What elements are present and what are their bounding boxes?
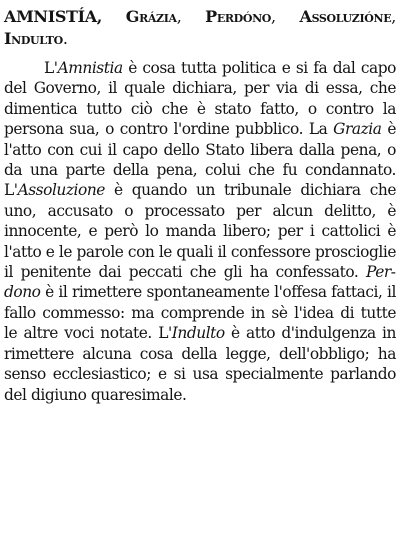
defined-term: Assoluzione (17, 181, 105, 200)
body-text: è cosa tutta politica e si fa dal capo del Governo, il quale dichiara, per via di essa, che dimentica tutto ciò che è stato fatto, o contro la persona sua, o contro l'ordine pubblico. La (4, 59, 396, 139)
body-text: è l'atto con cui il capo dello Stato libera dalla pena, o da una parte della pena, colui che fu condannato. L' (4, 120, 396, 200)
body-text: è atto d'indulgenza in rimettere alcuna cosa della legge, dell'obbligo; ha senso ecclesiastico; e si usa specialmente parlando del digiuno quaresimale. (4, 324, 396, 404)
headword-synonym: Indulto (4, 29, 63, 48)
headword-synonym: Assoluzióne (299, 7, 392, 26)
headword-amnistia: AMNISTÍA, (4, 7, 103, 26)
separator: . (62, 29, 68, 48)
entry-heading (4, 6, 396, 50)
body-text: L' (44, 59, 58, 77)
defined-term: Amnistia (57, 59, 123, 77)
separator: , (391, 7, 396, 26)
defined-term: Perdono (4, 263, 396, 302)
headword-synonym: Grázia (125, 7, 177, 26)
separator: , (271, 7, 300, 26)
defined-term: Grazia (333, 120, 382, 139)
body-text: è il rimettere spontaneamente l'offesa fattaci, il fallo commesso: ma comprende in sè l'idea di tutte le altre voci notate. L' (4, 283, 396, 343)
headword-synonym: Perdóno (205, 7, 272, 26)
entry-text (4, 58, 396, 405)
defined-term: Indulto (171, 324, 225, 343)
separator: , (176, 7, 206, 26)
body-text: è quando un tribunale dichiara che uno, accusato o processato per alcun delitto, è innocente, e però lo manda libero; per i cattolici è l'atto e le parole con le quali il confessore proscioglie il penitente dai peccati che gli ha confessato. (4, 181, 396, 282)
